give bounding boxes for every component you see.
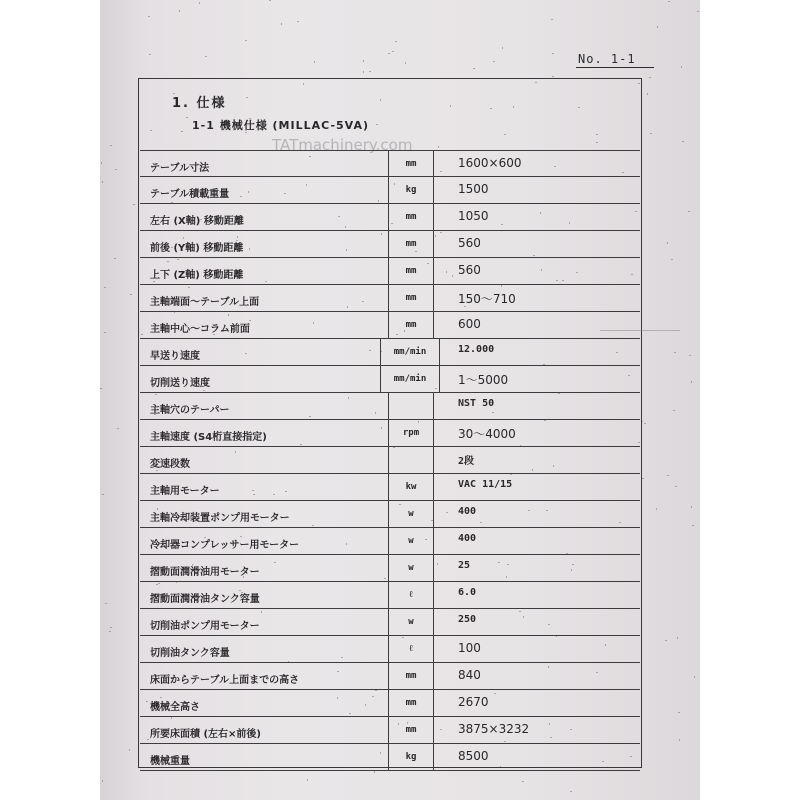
spec-row [140, 636, 640, 663]
spec-value: 150〜710 [458, 292, 516, 306]
scan-speck [644, 423, 646, 424]
spec-row [140, 177, 640, 204]
spec-item: 前後 (Y軸) 移動距離 [150, 243, 244, 254]
spec-row [140, 204, 640, 231]
spec-row [140, 663, 640, 690]
spec-row [140, 717, 640, 744]
spec-item: 上下 (Z軸) 移動距離 [150, 270, 244, 281]
spec-value: 2段 [458, 456, 475, 467]
spec-row [140, 528, 640, 555]
scan-speck [691, 381, 692, 383]
scan-speck [678, 712, 680, 713]
spec-unit: mm [388, 285, 434, 311]
spec-item: 冷却器コンプレッサー用モーター [150, 540, 300, 551]
scan-speck [647, 93, 648, 95]
scan-speck [109, 631, 111, 632]
scan-speck [650, 133, 652, 134]
scan-speck [682, 141, 684, 142]
scan-speck [102, 181, 103, 183]
spec-item: 主軸用モーター [150, 486, 220, 497]
spec-item: 機械全高さ [150, 702, 200, 713]
scan-speck [671, 259, 673, 260]
spec-item: 機械重量 [150, 756, 190, 767]
spec-unit: kw [388, 474, 434, 500]
spec-item: 床面からテーブル上面までの高さ [150, 675, 300, 686]
scan-speck [522, 781, 524, 782]
spec-row [140, 393, 640, 420]
spec-value: VAC 11/15 [458, 479, 513, 490]
scan-speck [110, 145, 112, 146]
background-left [0, 0, 100, 800]
spec-item: テーブル寸法 [150, 163, 210, 174]
scan-speck [281, 23, 282, 25]
spec-value: 560 [458, 263, 481, 277]
spec-unit: w [388, 609, 434, 635]
spec-row [140, 501, 640, 528]
scan-speck [694, 676, 695, 678]
spec-unit: kg [388, 744, 434, 770]
spec-unit: mm [388, 717, 434, 743]
spec-value: 100 [458, 641, 481, 655]
spec-row [140, 420, 640, 447]
spec-row [140, 258, 640, 285]
spec-unit: kg [388, 177, 434, 203]
spec-value: 400 [458, 506, 477, 517]
scan-speck [105, 603, 107, 604]
scan-speck [117, 428, 119, 429]
scan-speck [245, 40, 247, 41]
spec-row [140, 312, 640, 339]
spec-item: 摺動面潤滑油用モーター [150, 567, 260, 578]
spec-value: 6.0 [458, 587, 477, 598]
spec-item: 主軸速度 (S4桁直接指定) [150, 432, 267, 443]
scan-speck [667, 242, 668, 244]
spec-value: 560 [458, 236, 481, 250]
spec-row [140, 447, 640, 474]
watermark: TATmachinery.com [272, 136, 413, 154]
scan-speck [101, 162, 102, 164]
scan-speck [656, 508, 657, 510]
spec-item: 左右 (X軸) 移動距離 [150, 216, 244, 227]
spec-unit [388, 393, 434, 419]
spec-item: 主軸端面〜テーブル上面 [150, 297, 260, 308]
scan-speck [668, 1, 670, 2]
scan-speck [697, 11, 699, 12]
scan-speck [692, 525, 694, 526]
margin-rule [600, 330, 680, 331]
scan-speck [392, 51, 394, 52]
scan-speck [551, 19, 553, 20]
spec-row [140, 285, 640, 312]
spec-value: 840 [458, 668, 481, 682]
spec-item: 切削油ポンプ用モーター [150, 621, 260, 632]
spec-value: 12.000 [458, 344, 495, 355]
scan-speck [110, 627, 112, 628]
scan-speck [405, 62, 406, 64]
scan-speck [675, 486, 677, 487]
spec-item: 所要床面積 (左右×前後) [150, 729, 262, 740]
spec-item: 切削油タンク容量 [150, 648, 230, 659]
spec-unit: mm [388, 663, 434, 689]
spec-value: 1500 [458, 182, 489, 196]
scan-speck [552, 53, 554, 54]
scan-speck [114, 258, 116, 259]
spec-item: テーブル積載重量 [150, 189, 230, 200]
scan-speck [100, 388, 102, 389]
scan-speck [129, 749, 130, 751]
spec-row [140, 690, 640, 717]
scan-speck [681, 66, 682, 68]
spec-unit: mm [388, 690, 434, 716]
scan-speck [199, 2, 200, 4]
scan-speck [369, 71, 371, 72]
scan-speck [502, 47, 503, 49]
scan-speck [104, 332, 106, 333]
spec-unit [388, 447, 434, 473]
scan-speck [297, 21, 299, 22]
spec-row [140, 582, 640, 609]
background-right [700, 0, 800, 800]
scan-speck [205, 56, 207, 57]
spec-value: 250 [458, 614, 477, 625]
spec-row [140, 555, 640, 582]
spec-unit: w [388, 501, 434, 527]
spec-value: 30〜4000 [458, 427, 516, 441]
spec-unit: w [388, 528, 434, 554]
spec-unit: mm [388, 312, 434, 338]
spec-unit: w [388, 555, 434, 581]
spec-unit: mm [388, 231, 434, 257]
spec-row [140, 366, 640, 393]
scan-speck [691, 506, 692, 508]
scan-speck [269, 0, 271, 1]
scan-speck [649, 77, 651, 78]
page-number-underline [576, 67, 654, 68]
scan-speck [677, 637, 678, 639]
spec-item: 早送り速度 [150, 351, 200, 362]
scan-speck [104, 287, 106, 288]
spec-unit: ℓ [388, 636, 434, 662]
scan-speck [148, 16, 150, 17]
scan-speck [679, 739, 680, 741]
spec-row [140, 339, 640, 366]
page-number: No. 1-1 [578, 52, 636, 66]
spec-value: 8500 [458, 749, 489, 763]
spec-value: NST 50 [458, 398, 495, 409]
scan-speck [473, 68, 475, 69]
scan-speck [395, 41, 397, 42]
spec-item: 主軸穴のテーパー [150, 405, 230, 416]
spec-unit: mm [388, 258, 434, 284]
spec-unit: mm/min [380, 366, 440, 392]
scan-speck [674, 352, 676, 353]
section-heading: 1. 仕様 [172, 96, 227, 111]
spec-item: 主軸中心〜コラム前面 [150, 324, 250, 335]
scan-speck [363, 71, 364, 73]
spec-row [140, 150, 640, 177]
spec-value: 600 [458, 317, 481, 331]
scan-speck [115, 169, 117, 170]
scan-speck [667, 475, 669, 476]
scan-speck [673, 410, 675, 411]
scan-speck [570, 791, 572, 792]
spec-value: 1050 [458, 209, 489, 223]
scan-speck [307, 779, 308, 781]
spec-unit: mm [388, 204, 434, 230]
scan-speck [388, 53, 390, 54]
scan-speck [133, 204, 135, 205]
spec-item: 切削送り速度 [150, 378, 210, 389]
scan-speck [665, 640, 667, 641]
scan-speck [688, 211, 690, 212]
spec-value: 3875×3232 [458, 722, 530, 736]
scan-speck [130, 294, 132, 295]
scan-speck [314, 61, 315, 63]
spec-unit: mm [388, 151, 434, 176]
spec-unit: mm/min [380, 339, 440, 365]
section-subheading: 1-1 機械仕様 (MILLAC-5VA) [192, 119, 369, 132]
spec-row [140, 744, 640, 771]
scan-speck [552, 76, 554, 77]
scan-speck [102, 780, 103, 782]
scan-speck [493, 61, 495, 62]
spec-unit: rpm [388, 420, 434, 446]
spec-table [140, 150, 640, 771]
spec-row [140, 474, 640, 501]
spec-value: 400 [458, 533, 477, 544]
scan-speck [689, 355, 691, 356]
scan-speck [657, 26, 658, 28]
spec-unit: ℓ [388, 582, 434, 608]
spec-item: 主軸冷却装置ポンプ用モーター [150, 513, 290, 524]
spec-item: 変速段数 [150, 459, 190, 470]
scan-speck [363, 60, 364, 62]
scan-speck [179, 10, 180, 12]
scan-speck [149, 54, 151, 55]
spec-value: 2670 [458, 695, 489, 709]
scan-speck [102, 494, 104, 495]
scan-speck [374, 771, 375, 773]
spec-value: 25 [458, 560, 471, 571]
spec-value: 1600×600 [458, 156, 522, 170]
spec-item: 摺動面潤滑油タンク容量 [150, 594, 260, 605]
spec-row [140, 609, 640, 636]
scan-speck [642, 478, 644, 479]
spec-row [140, 231, 640, 258]
spec-value: 1〜5000 [458, 373, 509, 387]
